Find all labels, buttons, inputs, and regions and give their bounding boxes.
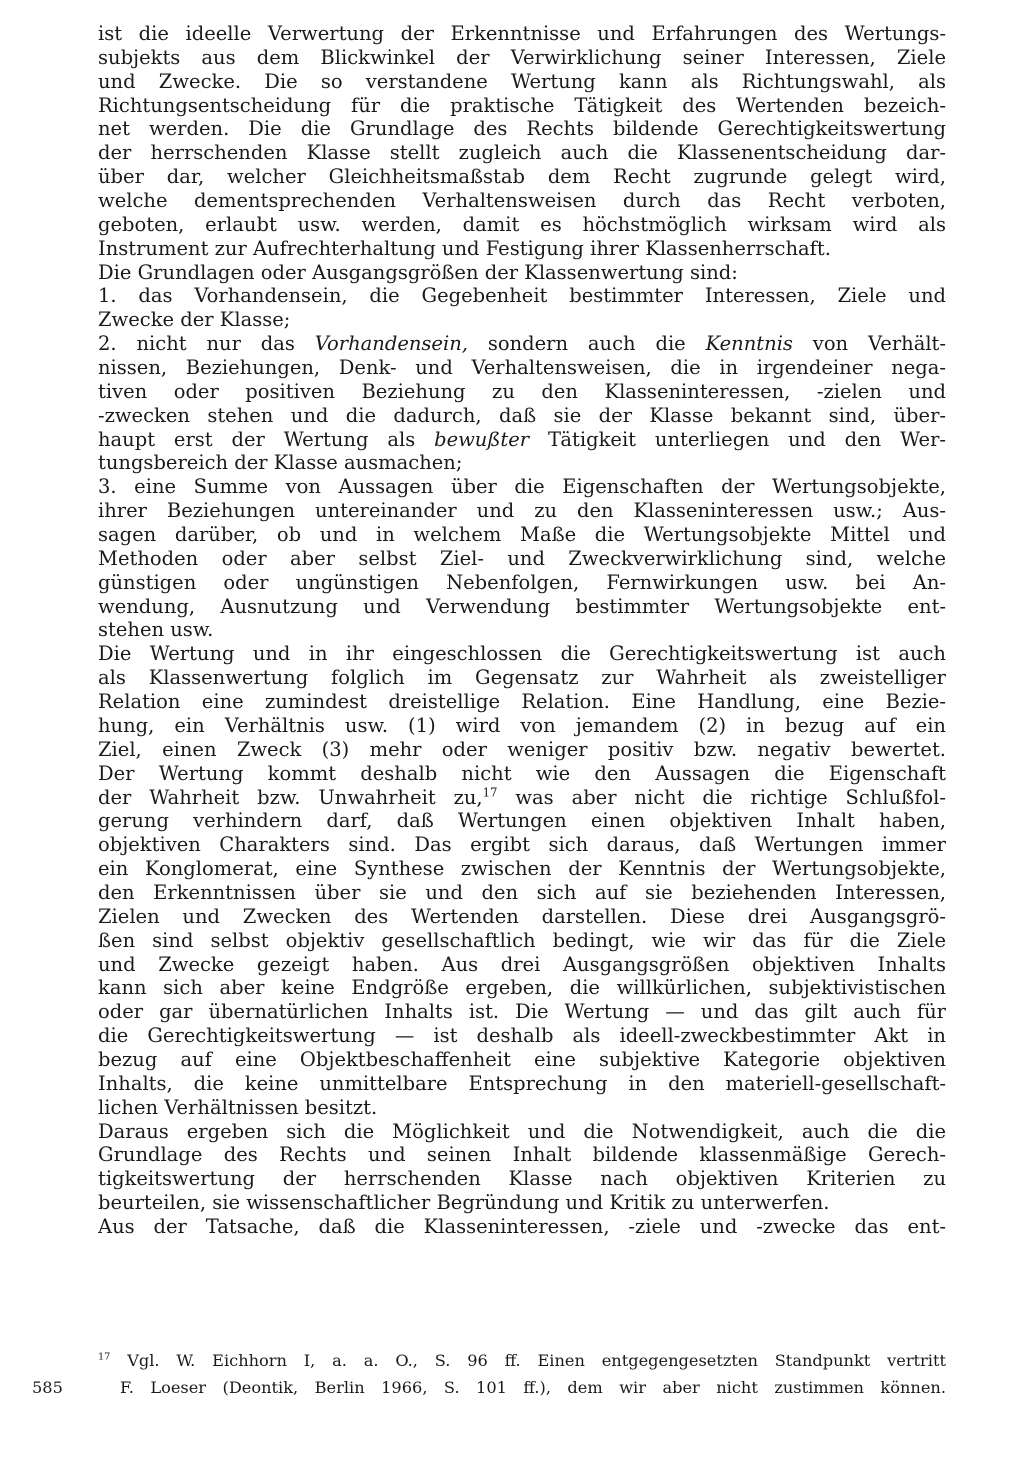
text-line-content: welche dementsprechenden Verhaltensweisen durch das Recht verboten, — [98, 189, 946, 213]
text-line-content: geboten, erlaubt usw. werden, damit es höchstmöglich wirksam wird als — [98, 212, 946, 236]
text-line — [98, 94, 946, 118]
text-fragment: haupt erst der Wertung als — [98, 427, 435, 451]
text-line — [98, 165, 946, 189]
text-line-content: oder gar übernatürlichen Inhalts ist. Die Wertung — und das gilt auch für — [98, 1000, 946, 1024]
text-line — [98, 284, 946, 308]
text-line — [98, 46, 946, 70]
text-line — [98, 1000, 946, 1024]
text-line — [98, 117, 946, 141]
text-line — [98, 261, 946, 285]
text-line-content: Die Wertung und in ihr eingeschlossen die Gerechtigkeitswertung ist auch — [98, 642, 946, 666]
text-line — [98, 1048, 946, 1072]
text-line — [98, 1215, 946, 1239]
text-line — [98, 1143, 946, 1167]
text-line-content: Der Wertung kommt deshalb nicht wie den Aussagen die Eigenschaft — [98, 761, 946, 785]
emphasis: bewußter — [434, 427, 530, 451]
text-line — [98, 666, 946, 690]
text-fragment: sondern auch die — [467, 332, 706, 356]
text-line-content: gerung verhindern darf, daß Wertungen einen objektiven Inhalt haben, — [98, 809, 946, 833]
text-line — [98, 22, 946, 46]
text-line-content: kann sich aber keine Endgröße ergeben, die willkürlichen, subjektivistischen — [98, 976, 946, 1000]
text-fragment: der Wahrheit bzw. Unwahrheit zu, — [98, 785, 483, 809]
text-line-content: net werden. Die die Grundlage des Rechts bildende Gerechtigkeitswertung — [98, 117, 946, 141]
text-line — [98, 618, 946, 642]
text-line — [98, 595, 946, 619]
text-line-content: Aus der Tatsache, daß die Klasseninteressen, -ziele und -zwecke das ent- — [98, 1214, 946, 1238]
text-line — [98, 70, 946, 94]
text-line-content: Die Grundlagen oder Ausgangsgrößen der Klassenwertung sind: — [98, 260, 738, 284]
text-line — [98, 953, 946, 977]
text-line-content: ist die ideelle Verwertung der Erkenntnisse und Erfahrungen des Wertungs- — [98, 22, 946, 45]
text-line — [98, 1072, 946, 1096]
text-line — [98, 690, 946, 714]
text-line-content: beurteilen, sie wissenschaftlicher Begründung und Kritik zu unterwerfen. — [98, 1191, 830, 1215]
text-line — [98, 1024, 946, 1048]
emphasis: Vorhandensein, — [314, 332, 468, 356]
text-line — [98, 642, 946, 666]
footnote — [98, 1347, 946, 1401]
text-line-content: Daraus ergeben sich die Möglichkeit und die Notwendigkeit, auch die die — [98, 1119, 946, 1143]
text-line-content: ihrer Beziehungen untereinander und zu den Klasseninteressen usw.; Aus- — [98, 499, 946, 523]
text-line-content: Richtungsentscheidung für die praktische Tätigkeit des Wertenden bezeich- — [98, 93, 946, 117]
footnote-line-2: F. Loeser (Deontik, Berlin 1966, S. 101 ff.), dem wir aber nicht zustimmen können. — [120, 1378, 946, 1397]
text-line-content: subjekts aus dem Blickwinkel der Verwirklichung seiner Interessen, Ziele — [98, 45, 946, 69]
text-line — [98, 738, 946, 762]
text-line — [98, 213, 946, 237]
text-fragment: was aber nicht die richtige Schlußfol- — [497, 785, 946, 809]
text-line-content: stehen usw. — [98, 618, 214, 642]
text-fragment: Tätigkeit unterliegen und den Wer- — [529, 427, 946, 451]
text-line-content: die Gerechtigkeitswertung — ist deshalb als ideell-zweckbestimmter Akt in — [98, 1024, 946, 1048]
text-line — [98, 475, 946, 499]
text-line-content: den Erkenntnissen über sie und den sich auf sie beziehenden Interessen, — [98, 880, 946, 904]
text-line — [98, 189, 946, 213]
text-line — [98, 929, 946, 953]
text-line-content: objektiven Charakters sind. Das ergibt sich daraus, daß Wertungen immer — [98, 833, 946, 857]
emphasis: Kenntnis — [705, 332, 793, 356]
text-line-content: und Zwecke gezeigt haben. Aus drei Ausgangsgrößen objektiven Inhalts — [98, 952, 946, 976]
text-line — [98, 762, 946, 786]
text-line-content: 3. eine Summe von Aussagen über die Eigenschaften der Wertungsobjekte, — [98, 475, 946, 499]
footnote-marker: 17 — [98, 1351, 111, 1363]
text-line — [98, 547, 946, 571]
text-line-content: bezug auf eine Objektbeschaffenheit eine subjektive Kategorie objektiven — [98, 1047, 946, 1071]
text-line — [98, 833, 946, 857]
text-fragment: 2. nicht nur das — [98, 332, 315, 356]
text-line-content: Zwecke der Klasse; — [98, 308, 291, 332]
text-line — [98, 499, 946, 523]
text-line — [98, 380, 946, 404]
text-line-content: Zielen und Zwecken des Wertenden darstellen. Diese drei Ausgangsgrö- — [98, 904, 946, 928]
text-line — [98, 809, 946, 833]
text-line-content: hung, ein Verhältnis usw. (1) wird von jemandem (2) in bezug auf ein — [98, 713, 946, 737]
text-line — [98, 571, 946, 595]
text-line-content: der herrschenden Klasse stellt zugleich auch die Klassenentscheidung dar- — [98, 141, 946, 165]
text-line-content: als Klassenwertung folglich im Gegensatz zur Wahrheit als zweistelliger — [98, 666, 946, 690]
text-line — [98, 308, 946, 332]
text-line — [98, 1096, 946, 1120]
text-line — [98, 976, 946, 1000]
page-number: 585 — [32, 1378, 63, 1397]
footnote-reference: 17 — [482, 785, 498, 799]
body-text — [98, 22, 946, 1239]
text-line-content: und Zwecke. Die so verstandene Wertung kann als Richtungswahl, als — [98, 69, 946, 93]
text-line — [98, 428, 946, 452]
text-line-content: Methoden oder aber selbst Ziel- und Zweckverwirklichung sind, welche — [98, 546, 946, 570]
text-line-content: Ziel, einen Zweck (3) mehr oder weniger positiv bzw. negativ bewertet. — [98, 737, 946, 761]
text-line-content: tungsbereich der Klasse ausmachen; — [98, 451, 463, 475]
text-line — [98, 332, 946, 356]
text-line — [98, 523, 946, 547]
text-line — [98, 905, 946, 929]
text-line — [98, 451, 946, 475]
text-line — [98, 141, 946, 165]
text-line-content: 1. das Vorhandensein, die Gegebenheit bestimmter Interessen, Ziele und — [98, 284, 946, 308]
text-line-content: -zwecken stehen und die dadurch, daß sie der Klasse bekannt sind, über- — [98, 403, 946, 427]
text-line-content: über dar, welcher Gleichheitsmaßstab dem Recht zugrunde gelegt wird, — [98, 165, 946, 189]
text-line — [98, 1191, 946, 1215]
text-line-content: tiven oder positiven Beziehung zu den Klasseninteressen, -zielen und — [98, 379, 946, 403]
text-line-content: lichen Verhältnissen besitzt. — [98, 1095, 378, 1119]
footnote-line-1 — [98, 1347, 946, 1374]
text-line-content: Relation eine zumindest dreistellige Relation. Eine Handlung, eine Bezie- — [98, 690, 946, 714]
text-line — [98, 786, 946, 810]
text-line — [98, 1120, 946, 1144]
text-line-content: nissen, Beziehungen, Denk- und Verhaltensweisen, die in irgendeiner nega- — [98, 356, 946, 380]
text-line-content: günstigen oder ungünstigen Nebenfolgen, Fernwirkungen usw. bei An- — [98, 570, 946, 594]
text-line — [98, 714, 946, 738]
text-line — [98, 404, 946, 428]
footnote-text-1: Vgl. W. Eichhorn I, a. a. O., S. 96 ff. Einen entgegengesetzten Standpunkt vertritt — [127, 1351, 946, 1370]
text-line-content: Inhalts, die keine unmittelbare Entsprechung in den materiell-gesellschaft- — [98, 1071, 946, 1095]
text-line-content: tigkeitswertung der herrschenden Klasse nach objektiven Kriterien zu — [98, 1167, 946, 1191]
text-line-content: Grundlage des Rechts und seinen Inhalt bildende klassenmäßige Gerech- — [98, 1143, 946, 1167]
text-line — [98, 881, 946, 905]
text-line-content: sagen darüber, ob und in welchem Maße die Wertungsobjekte Mittel und — [98, 523, 946, 547]
text-fragment: von Verhält- — [792, 332, 946, 356]
text-line — [98, 1167, 946, 1191]
text-line — [98, 237, 946, 261]
text-line — [98, 356, 946, 380]
text-line — [98, 857, 946, 881]
text-line-content: ßen sind selbst objektiv gesellschaftlich bedingt, wie wir das für die Ziele — [98, 928, 946, 952]
text-line-content: wendung, Ausnutzung und Verwendung bestimmter Wertungsobjekte ent- — [98, 594, 946, 618]
text-line-content: ein Konglomerat, eine Synthese zwischen der Kenntnis der Wertungsobjekte, — [98, 857, 946, 881]
text-line-content: Instrument zur Aufrechterhaltung und Festigung ihrer Klassenherrschaft. — [98, 236, 831, 260]
